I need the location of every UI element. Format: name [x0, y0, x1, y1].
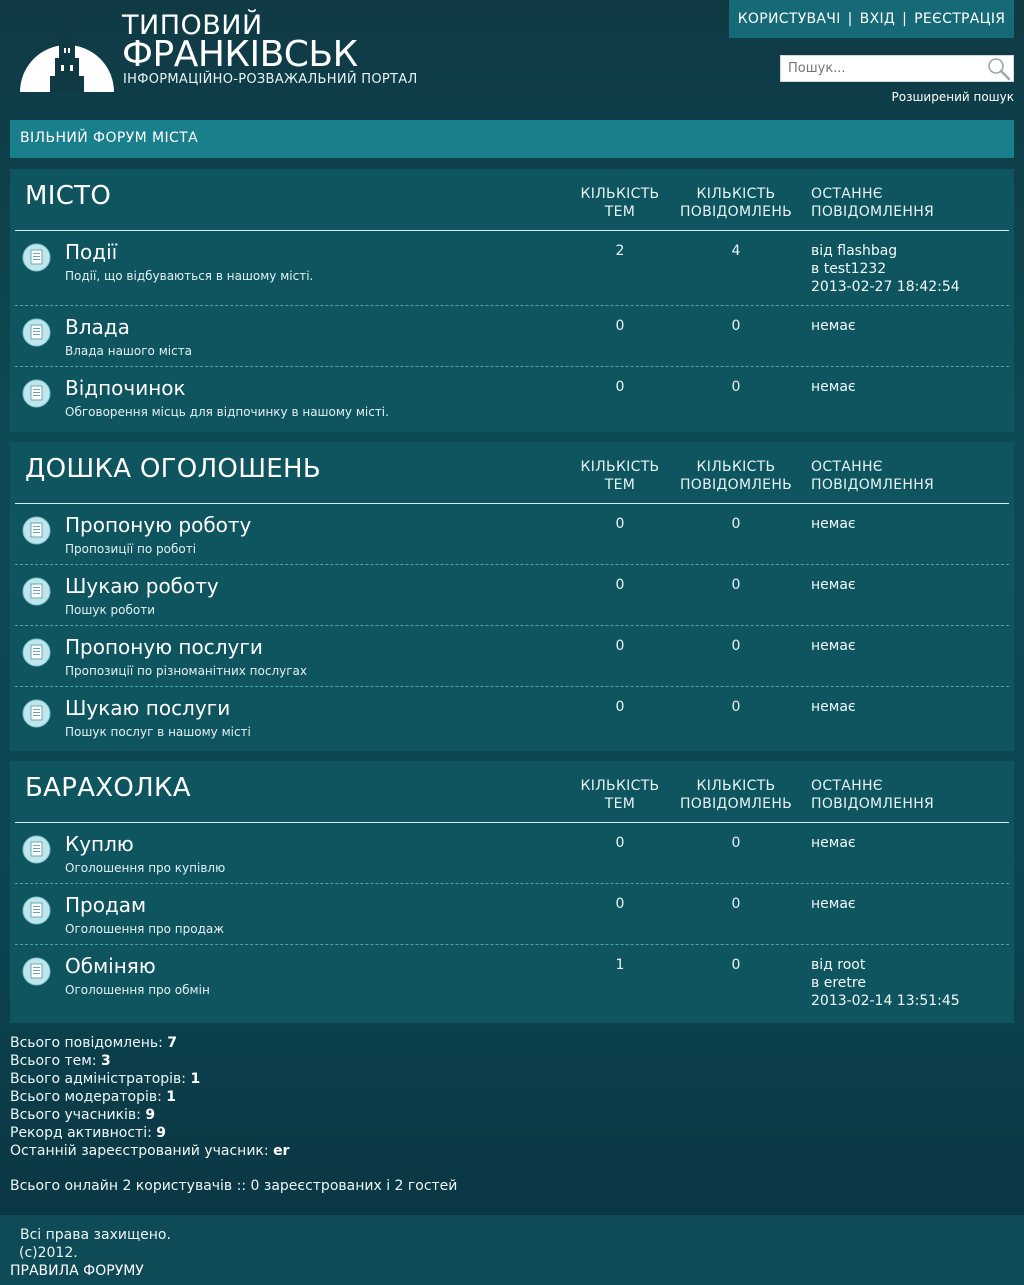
nav-separator: |	[902, 11, 908, 27]
forum-document-icon	[22, 896, 51, 925]
category-header	[15, 442, 1009, 504]
stat-value: 1	[166, 1089, 177, 1105]
col-last-header	[811, 458, 991, 494]
stat-moderators	[10, 1088, 289, 1106]
last-post-date: 2013-02-27 18:42:54	[811, 279, 960, 295]
forum-title-link[interactable]: Обміняю	[65, 954, 156, 978]
forum-title-link[interactable]: Події	[65, 240, 118, 264]
stat-value: 7	[167, 1035, 178, 1051]
forum-description: Влада нашого міста	[65, 344, 193, 358]
forum-description: Події, що відбуваються в нашому місті.	[65, 269, 314, 283]
topics-count: 0	[615, 638, 625, 654]
topics-count: 2	[615, 243, 625, 259]
posts-count: 0	[731, 379, 741, 395]
last-post: немає	[811, 379, 856, 395]
col-topics-label1: КІЛЬКІСТЬ	[580, 186, 660, 202]
online-users: Всього онлайн 2 користувачів :: 0 зареєстрованих і 2 гостей	[10, 1178, 458, 1194]
logo-title-line1[interactable]: ТИПОВИЙ	[122, 10, 263, 41]
last-post-author[interactable]: від flashbag	[811, 243, 898, 259]
stat-record	[10, 1124, 289, 1142]
logo-title-line2[interactable]: ФРАНКІВСЬК	[122, 34, 358, 75]
logo-tower-icon[interactable]	[18, 18, 116, 92]
category-misto	[10, 169, 1014, 432]
stat-label: Всього учасників:	[10, 1107, 141, 1123]
site-footer	[0, 1215, 1024, 1285]
forum-document-icon	[22, 699, 51, 728]
forum-description: Пропозиції по різноманітних послугах	[65, 664, 307, 678]
forum-description: Пропозиції по роботі	[65, 542, 197, 556]
forum-document-icon	[22, 318, 51, 347]
col-topics-header	[575, 458, 665, 494]
forum-title-link[interactable]: Куплю	[65, 832, 134, 856]
posts-count: 0	[731, 638, 741, 654]
category-header	[15, 169, 1009, 231]
col-topics-header	[575, 777, 665, 813]
topics-count: 0	[615, 516, 625, 532]
col-posts-label2: ПОВІДОМЛЕНЬ	[679, 204, 793, 220]
forum-title-link[interactable]: Продам	[65, 893, 147, 917]
posts-count: 0	[731, 516, 741, 532]
category-baraholka	[10, 761, 1014, 1023]
col-topics-label1: КІЛЬКІСТЬ	[580, 459, 660, 475]
stat-value: 9	[156, 1125, 167, 1141]
stat-label: Всього повідомлень:	[10, 1035, 163, 1051]
last-post-author[interactable]: від root	[811, 957, 866, 973]
stat-value: 1	[190, 1071, 201, 1087]
col-topics-header	[575, 185, 665, 221]
nav-separator: |	[847, 11, 853, 27]
forum-row	[15, 884, 1009, 945]
forum-title-link[interactable]: Пропоную послуги	[65, 635, 263, 659]
posts-count: 0	[731, 577, 741, 593]
last-post: немає	[811, 638, 856, 654]
stat-posts	[10, 1034, 289, 1052]
forum-description: Обговорення місць для відпочинку в нашому місті.	[65, 405, 389, 419]
forum-statistics	[10, 1034, 289, 1160]
last-post: немає	[811, 516, 856, 532]
col-last-label2: ПОВІДОМЛЕННЯ	[811, 477, 935, 493]
topics-count: 0	[615, 835, 625, 851]
col-topics-label1: КІЛЬКІСТЬ	[580, 778, 660, 794]
forum-row	[15, 565, 1009, 626]
topics-count: 1	[615, 957, 625, 973]
forum-title-link[interactable]: Шукаю роботу	[65, 574, 219, 598]
posts-count: 0	[731, 835, 741, 851]
forum-row	[15, 504, 1009, 565]
user-nav	[729, 0, 1014, 38]
search-box	[780, 55, 1014, 82]
forum-description: Пошук роботи	[65, 603, 155, 617]
forum-row	[15, 231, 1009, 306]
last-post	[811, 242, 960, 296]
stat-label: Останній зареєстрований учасник:	[10, 1143, 269, 1159]
forum-rules-link[interactable]: ПРАВИЛА ФОРУМУ	[10, 1263, 144, 1279]
stat-newest-member	[10, 1142, 289, 1160]
stat-label: Рекорд активності:	[10, 1125, 152, 1141]
col-last-label1: ОСТАННЄ	[811, 186, 883, 202]
last-post: немає	[811, 577, 856, 593]
category-title[interactable]: БАРАХОЛКА	[25, 773, 191, 803]
col-last-label2: ПОВІДОМЛЕННЯ	[811, 796, 935, 812]
topics-count: 0	[615, 577, 625, 593]
forum-row	[15, 945, 1009, 1020]
col-posts-label1: КІЛЬКІСТЬ	[696, 778, 776, 794]
site-header	[0, 0, 1024, 118]
stat-members	[10, 1106, 289, 1124]
footer-rights: Всі права захищено.	[20, 1227, 171, 1243]
col-posts-header	[676, 458, 796, 494]
forum-title-link[interactable]: Відпочинок	[65, 376, 186, 400]
forum-title-link[interactable]: Влада	[65, 315, 130, 339]
newest-member-link[interactable]: er	[273, 1143, 290, 1159]
forum-document-icon	[22, 957, 51, 986]
col-posts-label2: ПОВІДОМЛЕНЬ	[679, 796, 793, 812]
stat-value: 3	[101, 1053, 111, 1069]
forum-title-link[interactable]: Пропоную роботу	[65, 513, 252, 537]
col-posts-label1: КІЛЬКІСТЬ	[696, 186, 776, 202]
category-header	[15, 761, 1009, 823]
forum-row	[15, 306, 1009, 367]
register-link[interactable]: РЕЄСТРАЦІЯ	[914, 11, 1006, 27]
col-last-label2: ПОВІДОМЛЕННЯ	[811, 204, 935, 220]
posts-count: 0	[731, 957, 741, 973]
category-title[interactable]: ДОШКА ОГОЛОШЕНЬ	[25, 454, 322, 484]
forum-description: Оголошення про купівлю	[65, 861, 226, 875]
col-topics-label2: ТЕМ	[604, 796, 636, 812]
search-input[interactable]	[781, 56, 981, 81]
col-last-label1: ОСТАННЄ	[811, 459, 883, 475]
forum-document-icon	[22, 835, 51, 864]
col-posts-header	[676, 185, 796, 221]
last-post: немає	[811, 699, 856, 715]
stat-label: Всього тем:	[10, 1053, 97, 1069]
last-post-topic[interactable]: в eretre	[811, 975, 866, 991]
col-topics-label2: ТЕМ	[604, 204, 636, 220]
users-link[interactable]: КОРИСТУВАЧІ	[737, 11, 841, 27]
forum-row	[15, 687, 1009, 748]
forum-row	[15, 626, 1009, 687]
login-link[interactable]: ВХІД	[859, 11, 896, 27]
posts-count: 4	[731, 243, 741, 259]
col-last-label1: ОСТАННЄ	[811, 778, 883, 794]
forum-document-icon	[22, 379, 51, 408]
breadcrumb[interactable]: ВІЛЬНИЙ ФОРУМ МІСТА	[10, 120, 1014, 158]
topics-count: 0	[615, 379, 625, 395]
topics-count: 0	[615, 896, 625, 912]
category-title[interactable]: МІСТО	[25, 181, 112, 211]
last-post: немає	[811, 318, 856, 334]
col-topics-label2: ТЕМ	[604, 477, 636, 493]
last-post-date: 2013-02-14 13:51:45	[811, 993, 960, 1009]
forum-document-icon	[22, 638, 51, 667]
forum-row	[15, 823, 1009, 884]
stat-label: Всього модераторів:	[10, 1089, 162, 1105]
forum-document-icon	[22, 577, 51, 606]
advanced-search-link[interactable]: Розширений пошук	[891, 90, 1014, 104]
stat-topics	[10, 1052, 289, 1070]
stat-label: Всього адміністраторів:	[10, 1071, 187, 1087]
forum-row	[15, 367, 1009, 428]
forum-description: Оголошення про обмін	[65, 983, 210, 997]
stat-value: 9	[145, 1107, 156, 1123]
category-doshka	[10, 442, 1014, 751]
last-post: немає	[811, 896, 856, 912]
last-post-topic[interactable]: в test1232	[811, 261, 887, 277]
col-posts-header	[676, 777, 796, 813]
forum-title-link[interactable]: Шукаю послуги	[65, 696, 231, 720]
forum-document-icon	[22, 516, 51, 545]
footer-copyright: (c)2012.	[19, 1245, 78, 1261]
forum-description: Пошук послуг в нашому місті	[65, 725, 251, 739]
posts-count: 0	[731, 896, 741, 912]
topics-count: 0	[615, 318, 625, 334]
last-post	[811, 956, 960, 1010]
last-post: немає	[811, 835, 856, 851]
stat-admins	[10, 1070, 289, 1088]
col-last-header	[811, 185, 991, 221]
col-last-header	[811, 777, 991, 813]
forum-description: Оголошення про продаж	[65, 922, 225, 936]
posts-count: 0	[731, 318, 741, 334]
col-posts-label1: КІЛЬКІСТЬ	[696, 459, 776, 475]
forum-document-icon	[22, 243, 51, 272]
topics-count: 0	[615, 699, 625, 715]
search-icon[interactable]	[986, 56, 1012, 82]
col-posts-label2: ПОВІДОМЛЕНЬ	[679, 477, 793, 493]
logo-subtitle: ІНФОРМАЦІЙНО-РОЗВАЖАЛЬНИЙ ПОРТАЛ	[123, 72, 418, 87]
posts-count: 0	[731, 699, 741, 715]
